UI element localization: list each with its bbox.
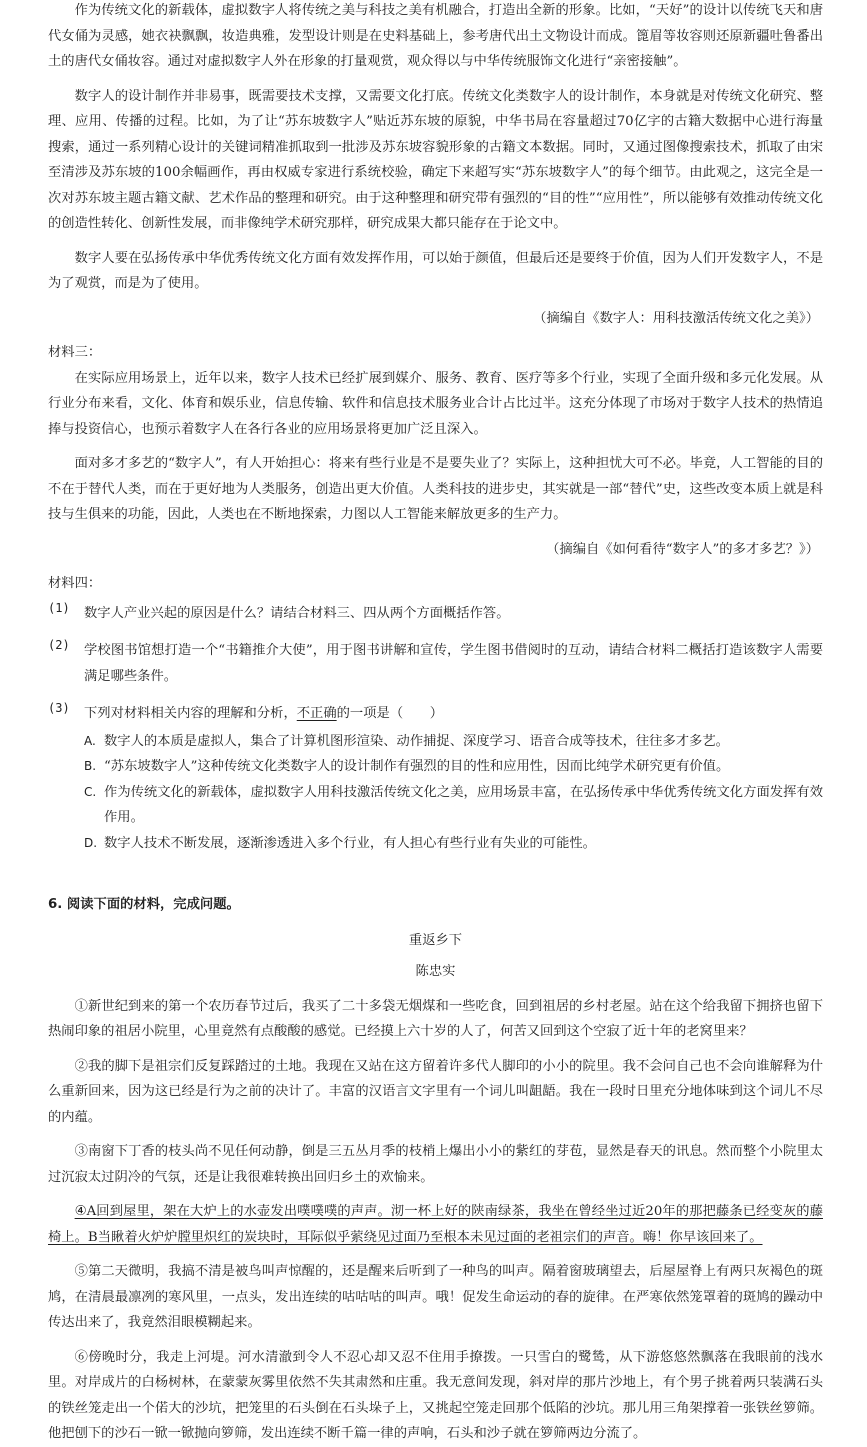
question-1-text: 数字人产业兴起的原因是什么？请结合材料三、四从两个方面概括作答。	[84, 605, 510, 621]
material-four-label: 材料四：	[48, 576, 102, 591]
option-b	[84, 754, 823, 780]
question-3-options	[48, 729, 823, 857]
essay-paragraph-3: ③南窗下丁香的枝头尚不见任何动静，倒是三五丛月季的枝梢上爆出小小的紫红的芽苞，显然是春天的讯息。然而整个小院里太过沉寂太过阴冷的气氛，还是让我很难转换出回归乡土的欢愉来。	[48, 1144, 823, 1185]
question-3-stem-start: 下列对材料相关内容的理解和分析，	[84, 706, 297, 721]
question-6-heading: 6. 阅读下面的材料，完成问题。	[48, 897, 240, 912]
material-three-label: 材料三：	[48, 345, 102, 360]
essay-paragraph-5: ⑤第二天微明，我搞不清是被鸟叫声惊醒的，还是醒来后听到了一种鸟的叫声。隔着窗玻璃望去，后屋屋脊上有两只灰褐色的斑鸠，在清晨最凛冽的寒风里，一点头，发出连续的咕咕咕的叫声。哦！促发生命运动的春的旋律。在严寒依然笼罩着的斑鸠的躁动中传达出来了，我竟然泪眼模糊起来。	[48, 1264, 823, 1330]
essay-paragraph-6: ⑥傍晚时分，我走上河堤。河水清澈到令人不忍心却又忍不住用手撩拨。一只雪白的鹭鸶，从下游悠悠然飘落在我眼前的浅水里。对岸成片的白杨树林，在蒙蒙灰雾里依然不失其肃然和庄重。我无意间发现，斜对岸的那片沙地上，有个男子挑着两只装满石头的铁丝笼走出一个偌大的沙坑，把笼里的石头倒在石头垛子上，又挑起空笼走回那个低陷的沙坑。那儿用三角架撑着一张铁丝箩筛。他把刨下的沙石一锨一锨抛向箩筛，发出连续不断千篇一律的声响，石头和沙子就在箩筛两边分流了。	[48, 1349, 823, 1441]
option-c-text: 作为传统文化的新载体，虚拟数字人用科技激活传统文化之美，应用场景丰富，在弘扬传承中华优秀传统文化方面发挥有效作用。	[104, 784, 823, 825]
essay-author: 陈忠实	[415, 964, 456, 979]
essay-body	[48, 994, 823, 1447]
option-d-letter: D.	[84, 835, 98, 850]
option-d-text: 数字人技术不断发展，逐渐渗透进入多个行业，有人担心有些行业有失业的可能性。	[104, 835, 596, 851]
essay-paragraph-2: ②我的脚下是祖宗们反复踩踏过的土地。我现在又站在这方留着许多代人脚印的小小的院里。我不会问自己也不会向谁解释为什么重新回来，因为这已经是行为之前的决计了。丰富的汉语言文字里有一个词儿叫龃龉。我在一段时日里充分地体味到这个词儿不尽的内蕴。	[48, 1058, 823, 1125]
option-a	[84, 729, 823, 755]
option-a-letter: A.	[84, 733, 96, 748]
option-d	[84, 831, 823, 857]
question-2	[48, 638, 823, 689]
essay-title: 重返乡下	[408, 932, 463, 948]
material-two-paragraph-3: 数字人要在弘扬传承中华优秀传统文化方面有效发挥作用，可以始于颜值，但最后还是要终于价值，因为人们开发数字人，不是为了观赏，而是为了使用。	[48, 250, 823, 291]
essay-paragraph-1: ①新世纪到来的第一个农历春节过后，我买了二十多袋无烟煤和一些吃食，回到祖居的乡村老屋。站在这个给我留下拥挤也留下热闹印象的祖居小院里，心里竟然有点酸酸的感觉。已经摸上六十岁的人了，何苦又回到这个空寂了近十年的老窝里来？	[48, 998, 823, 1039]
option-a-text: 数字人的本质是虚拟人，集合了计算机图形渲染、动作捕捉、深度学习、语音合成等技术，往往多才多艺。	[104, 733, 729, 749]
question-2-text: 学校图书馆想打造一个“书籍推介大使”，用于图书讲解和宣传，学生图书借阅时的互动，请结合材料二概括打造该数字人需要满足哪些条件。	[84, 643, 823, 684]
material-three-paragraph-2: 面对多才多艺的“数字人”，有人开始担心：将来有些行业是不是要失业了？实际上，这种担忧大可不必。毕竟，人工智能的目的不在于替代人类，而在于更好地为人类服务，创造出更大价值。人类科技的进步史，其实就是一部“替代”史，这些改变本质上就是科技与生俱来的功能，因此，人类也在不断地探索，力图以人工智能来解放更多的生产力。	[48, 456, 823, 522]
question-3-stem	[84, 701, 823, 727]
material-two-paragraph-2: 数字人的设计制作并非易事，既需要技术支撑，又需要文化打底。传统文化类数字人的设计制作，本身就是对传统文化研究、整理、应用、传播的过程。比如，为了让“苏东坡数字人”贴近苏东坡的原貌，中华书局在容量超过70亿字的古籍大数据中心进行海量搜索，通过一系列精心设计的关键词精准抓取到一批涉及苏东坡容貌形象的古籍文本数据。同时，又通过图像搜索技术，抓取了由宋至清涉及苏东坡的100余幅画作，再由权威专家进行系统校验，确定下来超写实“苏东坡数字人”的每个细节。由此观之，这完全是一次对苏东坡主题古籍文献、艺术作品的整理和研究。由于这种整理和研究带有强烈的“目的性”“应用性”，所以能够有效推动传统文化的创造性转化、创新性发展，而非像纯学术研究那样，研究成果大都只能存在于论文中。	[48, 88, 823, 231]
question-3-number: (3)	[48, 701, 70, 715]
question-3-stem-end: 的一项是（ ）	[336, 706, 444, 721]
material-three-paragraph-1: 在实际应用场景上，近年以来，数字人技术已经扩展到媒介、服务、教育、医疗等多个行业，实现了全面升级和多元化发展。从行业分布来看，文化、体育和娱乐业，信息传输、软件和信息技术服务业合计占比过半。这充分体现了市场对于数字人技术的热情追捧与投资信心，也预示着数字人在各行各业的应用场景将更加广泛且深入。	[48, 370, 823, 437]
material-three-source: （摘编自《如何看待“数字人”的多才多艺？》）	[546, 541, 819, 557]
question-2-number: (2)	[48, 638, 70, 652]
option-c-letter: C.	[84, 784, 97, 799]
essay-paragraph-4-underlined: ④A回到屋里，架在大炉上的水壶发出噗噗噗的声声。沏一杯上好的陕南绿茶，我坐在曾经坐过近20年的那把藤条已经变灰的藤椅上。B当瞅着火炉炉膛里炽红的炭块时，耳际似乎萦绕见过面乃至根本未见过面的老祖宗们的声音。嗨！你早该回来了。	[48, 1204, 823, 1245]
material-two-paragraph-1: 作为传统文化的新载体，虚拟数字人将传统之美与科技之美有机融合，打造出全新的形象。比如，“天好”的设计以传统飞天和唐代女俑为灵感，她衣袂飘飘，妆造典雅，发型设计则是在史料基础上，参考唐代出土文物设计而成。篦眉等妆容则还原新疆吐鲁番出土的唐代女俑妆容。通过对虚拟数字人外在形象的打量观赏，观众得以与中华传统服饰文化进行“亲密接触”。	[48, 3, 823, 69]
question-1-number: (1)	[48, 600, 70, 615]
material-three-section	[48, 340, 823, 562]
material-two-source: （摘编自《数字人：用科技激活传统文化之美》）	[533, 310, 819, 326]
option-b-text: “苏东坡数字人”这种传统文化类数字人的设计制作有强烈的目的性和应用性，因而比纯学术研究更有价值。	[104, 759, 730, 774]
option-c	[84, 780, 823, 831]
question-1	[48, 601, 823, 627]
option-b-letter: B.	[84, 759, 97, 773]
question-3-stem-underlined: 不正确	[296, 706, 337, 721]
material-two-section	[48, 0, 823, 331]
question-3	[48, 701, 823, 727]
